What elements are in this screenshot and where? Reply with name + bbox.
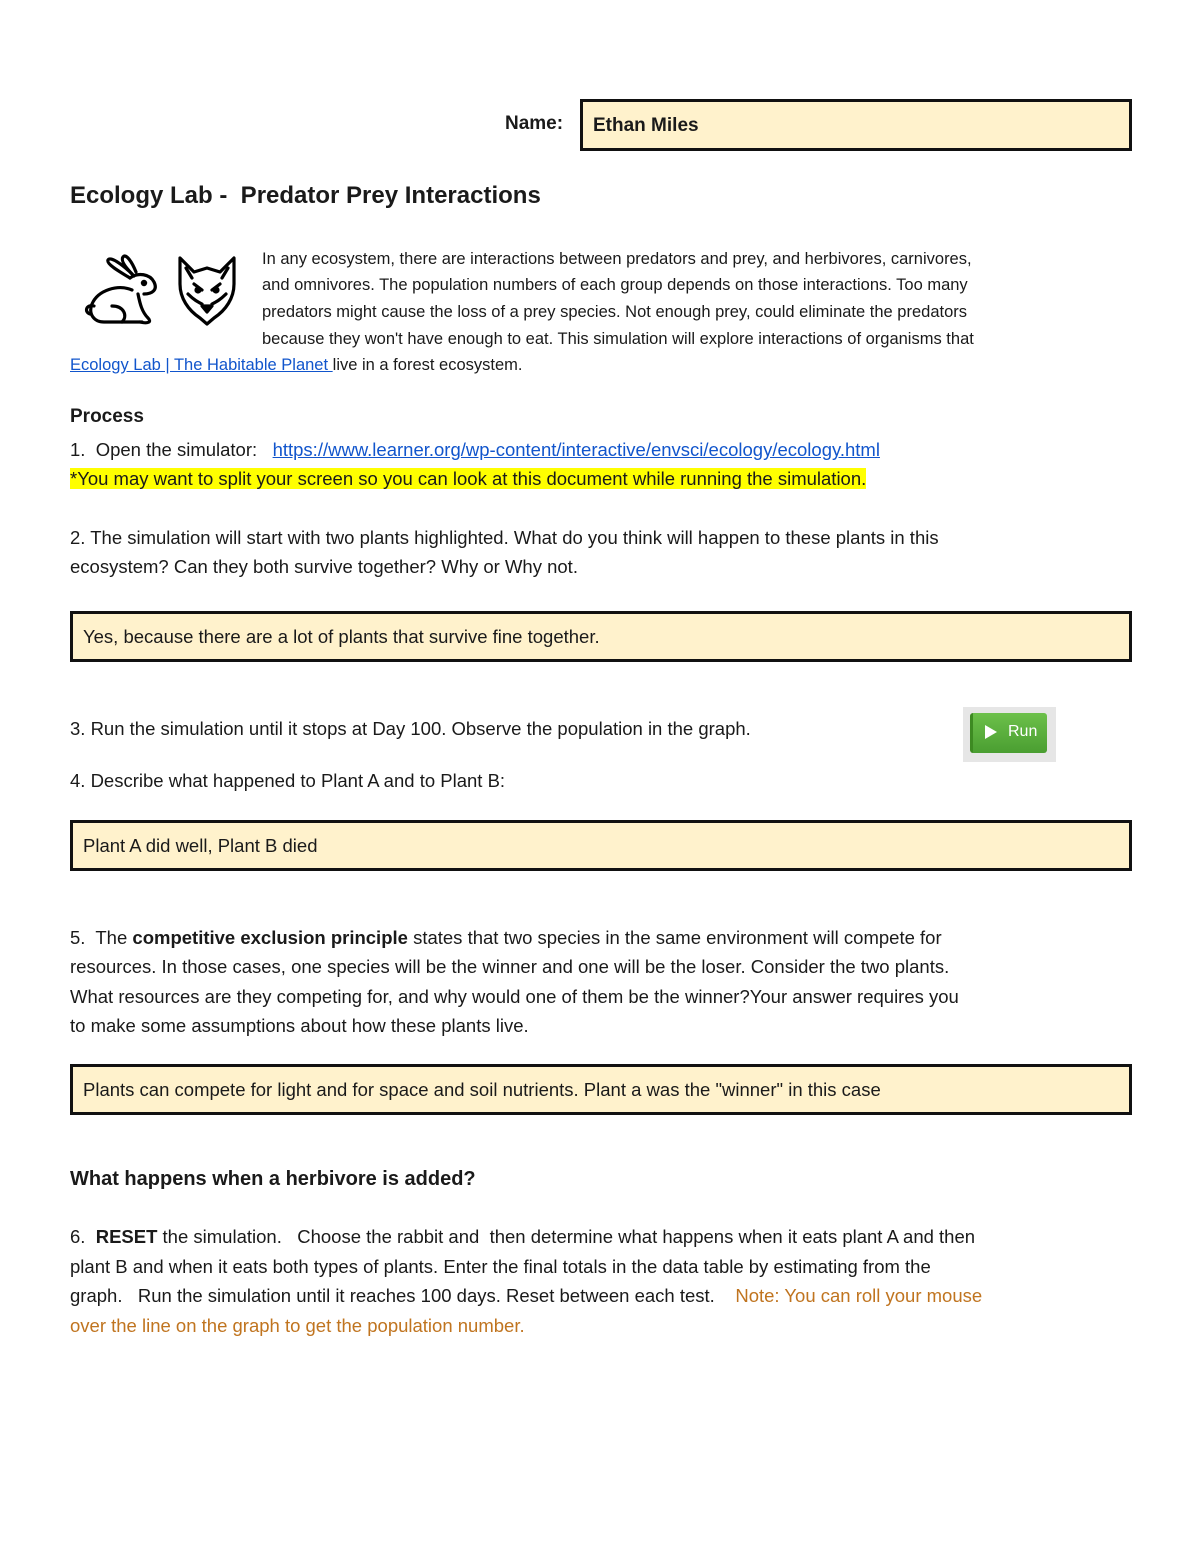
simulator-link[interactable]: https://www.learner.org/wp-content/interactive/envsci/ecology/ecology.html <box>272 439 880 460</box>
step-1 <box>70 435 880 465</box>
step-5-bold: competitive exclusion principle <box>132 927 408 948</box>
intro-line: In any ecosystem, there are interactions between predators and prey, and herbivores, carnivores, <box>262 250 972 268</box>
step-5-line: What resources are they competing for, and why would one of them be the winner?Your answer requires you <box>70 986 959 1007</box>
step-5-prefix: 5. The <box>70 927 133 948</box>
ecology-lab-link[interactable]: Ecology Lab | The Habitable Planet <box>70 356 333 374</box>
step-6-line <box>70 1281 982 1311</box>
step-6-rest: the simulation. Choose the rabbit and then determine what happens when it eats plant A and then <box>157 1226 976 1247</box>
step-1-label: 1. Open the simulator: <box>70 439 273 460</box>
answer-box-2[interactable] <box>70 611 1132 662</box>
process-heading: Process <box>70 406 144 427</box>
step-5-line: to make some assumptions about how these plants live. <box>70 1015 529 1036</box>
play-icon <box>985 725 997 739</box>
step-6-note: Note: You can roll your mouse <box>735 1285 983 1306</box>
answer-2-text: Yes, because there are a lot of plants that survive fine together. <box>83 626 600 647</box>
step-6-bold: RESET <box>95 1226 158 1247</box>
step-5-line <box>70 923 942 953</box>
rabbit-icon <box>82 254 160 328</box>
step-6-line: plant B and when it eats both types of plants. Enter the final totals in the data table by estimating from the <box>70 1256 931 1277</box>
answer-box-4[interactable] <box>70 820 1132 871</box>
intro-line: and omnivores. The population numbers of each group depends on those interactions. Too many <box>262 276 968 294</box>
answer-box-5[interactable] <box>70 1064 1132 1115</box>
name-field[interactable] <box>580 99 1132 151</box>
step-3: 3. Run the simulation until it stops at Day 100. Observe the population in the graph. <box>70 718 751 739</box>
step-2-line: ecosystem? Can they both survive together? Why or Why not. <box>70 556 578 577</box>
run-button <box>970 713 1047 753</box>
step-2-line: 2. The simulation will start with two plants highlighted. What do you think will happen to these plants in this <box>70 527 939 548</box>
intro-line: because they won't have enough to eat. This simulation will explore interactions of organisms that <box>262 330 974 348</box>
run-button-label: Run <box>1008 723 1038 740</box>
run-button-image <box>963 707 1056 762</box>
name-label: Name: <box>505 113 564 134</box>
wolf-icon <box>174 254 240 326</box>
step-6-line3: graph. Run the simulation until it reaches 100 days. Reset between each test. <box>70 1285 736 1306</box>
answer-5-text: Plants can compete for light and for space and soil nutrients. Plant a was the "winner" in this case <box>83 1079 881 1100</box>
step-6-prefix: 6. <box>70 1226 96 1247</box>
step-4: 4. Describe what happened to Plant A and to Plant B: <box>70 770 506 791</box>
intro-line-rest: live in a forest ecosystem. <box>332 356 523 374</box>
step-6-note-line: over the line on the graph to get the population number. <box>70 1315 525 1336</box>
step-5-line: resources. In those cases, one species will be the winner and one will be the loser. Consider the two plants. <box>70 956 950 977</box>
step-6-line <box>70 1222 975 1252</box>
intro-line <box>70 352 522 379</box>
page-title: Ecology Lab - Predator Prey Interactions <box>70 182 541 209</box>
herbivore-heading: What happens when a herbivore is added? <box>70 1168 476 1190</box>
split-screen-note-text: *You may want to split your screen so you can look at this document while running the simulation. <box>70 468 867 489</box>
answer-4-text: Plant A did well, Plant B died <box>83 835 318 856</box>
split-screen-note <box>70 464 866 494</box>
step-5-rest: states that two species in the same environment will compete for <box>407 927 942 948</box>
intro-line: predators might cause the loss of a prey species. Not enough prey, could eliminate the predators <box>262 303 968 321</box>
name-value: Ethan Miles <box>593 115 699 136</box>
